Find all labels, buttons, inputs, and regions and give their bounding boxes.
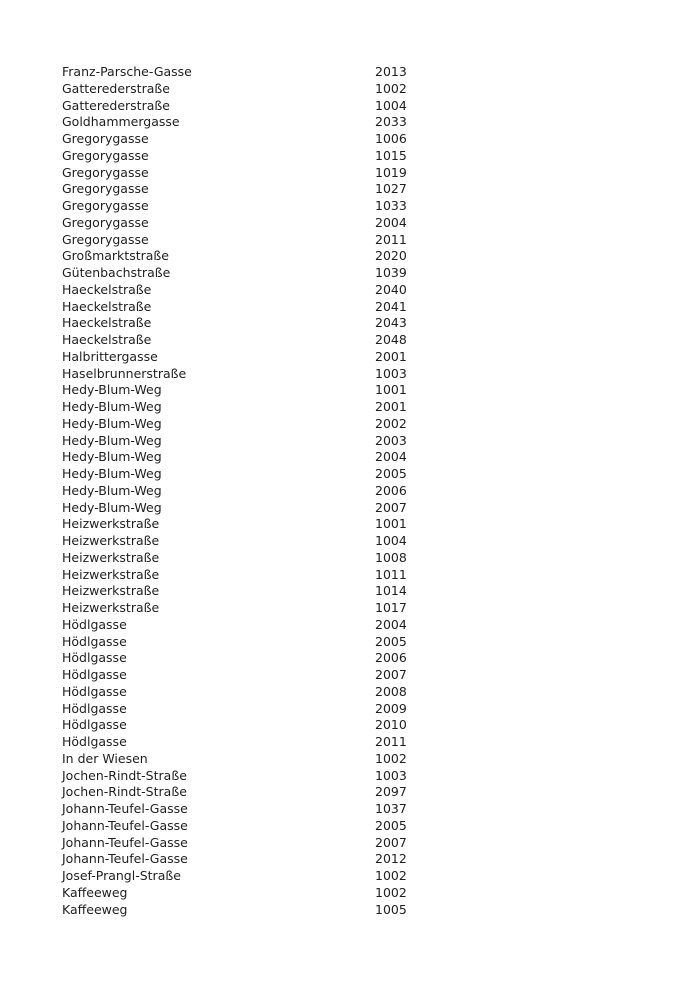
street-code-cell: 2009 bbox=[375, 700, 407, 716]
street-name-cell: Hedy-Blum-Weg bbox=[62, 449, 162, 465]
table-row bbox=[62, 634, 482, 651]
street-code-cell: 2011 bbox=[375, 734, 407, 749]
street-name-cell: Haeckelstraße bbox=[62, 298, 152, 314]
street-name-cell: Gregorygasse bbox=[62, 231, 149, 247]
street-code-cell: 1039 bbox=[375, 265, 407, 280]
street-name-cell: Johann-Teufel-Gasse bbox=[62, 801, 188, 816]
street-name-cell: Goldhammergasse bbox=[62, 114, 180, 130]
table-row bbox=[62, 131, 482, 148]
street-name-cell: Josef-Prangl-Straße bbox=[62, 868, 181, 883]
street-code-cell: 2004 bbox=[375, 214, 407, 230]
table-row bbox=[62, 332, 482, 349]
table-row bbox=[62, 366, 482, 383]
street-name-cell: Gregorygasse bbox=[62, 198, 149, 213]
street-code-cell: 1008 bbox=[375, 549, 407, 565]
street-code-cell: 2002 bbox=[375, 415, 407, 431]
street-name-cell: Hedy-Blum-Weg bbox=[62, 432, 162, 448]
street-name-cell: Hödlgasse bbox=[62, 650, 127, 666]
street-code-cell: 2006 bbox=[375, 650, 407, 666]
table-row bbox=[62, 835, 482, 852]
street-code-cell: 1002 bbox=[375, 868, 407, 883]
table-row bbox=[62, 784, 482, 801]
table-row bbox=[62, 801, 482, 818]
street-code-cell: 2005 bbox=[375, 817, 407, 833]
street-name-cell: Halbrittergasse bbox=[62, 348, 158, 364]
street-code-cell: 1003 bbox=[375, 767, 407, 783]
street-name-cell: Hedy-Blum-Weg bbox=[62, 415, 162, 431]
street-code-cell: 1002 bbox=[375, 750, 407, 766]
street-name-cell: Heizwerkstraße bbox=[62, 533, 160, 548]
table-row bbox=[62, 600, 482, 617]
street-code-cell: 2005 bbox=[375, 633, 407, 649]
street-code-cell: 1027 bbox=[375, 181, 407, 197]
street-code-cell: 1019 bbox=[375, 164, 407, 180]
table-row bbox=[62, 198, 482, 215]
street-code-cell: 2005 bbox=[375, 466, 407, 481]
street-code-cell: 1006 bbox=[375, 131, 407, 146]
street-name-cell: Kaffeeweg bbox=[62, 901, 128, 917]
street-name-cell: Hödlgasse bbox=[62, 734, 127, 749]
street-name-cell: Hedy-Blum-Weg bbox=[62, 382, 162, 398]
table-row bbox=[62, 768, 482, 785]
street-name-cell: Hödlgasse bbox=[62, 667, 127, 682]
street-code-cell: 1001 bbox=[375, 382, 407, 398]
table-row bbox=[62, 282, 482, 299]
street-code-cell: 2097 bbox=[375, 784, 407, 800]
street-code-cell: 1004 bbox=[375, 97, 407, 113]
table-row bbox=[62, 851, 482, 868]
table-row bbox=[62, 466, 482, 483]
table-row bbox=[62, 299, 482, 316]
street-name-cell: Heizwerkstraße bbox=[62, 516, 160, 532]
street-name-cell: Franz-Parsche-Gasse bbox=[62, 64, 192, 79]
table-row bbox=[62, 416, 482, 433]
street-code-cell: 2003 bbox=[375, 432, 407, 448]
street-name-cell: Haeckelstraße bbox=[62, 315, 152, 331]
street-name-cell: Hedy-Blum-Weg bbox=[62, 399, 162, 414]
street-code-cell: 1015 bbox=[375, 147, 407, 163]
table-row bbox=[62, 181, 482, 198]
table-row bbox=[62, 868, 482, 885]
street-code-cell: 2048 bbox=[375, 332, 407, 347]
street-list bbox=[62, 64, 482, 918]
street-code-cell: 1002 bbox=[375, 80, 407, 96]
street-code-cell: 1037 bbox=[375, 801, 407, 816]
table-row bbox=[62, 399, 482, 416]
table-row bbox=[62, 232, 482, 249]
table-row bbox=[62, 433, 482, 450]
street-name-cell: Hödlgasse bbox=[62, 616, 127, 632]
street-code-cell: 1001 bbox=[375, 516, 407, 532]
street-name-cell: Kaffeeweg bbox=[62, 884, 128, 900]
table-row bbox=[62, 349, 482, 366]
table-row bbox=[62, 751, 482, 768]
street-name-cell: Gatterederstraße bbox=[62, 97, 170, 113]
table-row bbox=[62, 98, 482, 115]
table-row bbox=[62, 684, 482, 701]
table-row bbox=[62, 567, 482, 584]
street-name-cell: Gregorygasse bbox=[62, 147, 149, 163]
street-name-cell: Johann-Teufel-Gasse bbox=[62, 834, 188, 850]
table-row bbox=[62, 583, 482, 600]
street-code-cell: 2006 bbox=[375, 482, 407, 498]
street-name-cell: Haeckelstraße bbox=[62, 332, 152, 347]
street-name-cell: Jochen-Rindt-Straße bbox=[62, 767, 187, 783]
street-name-cell: Heizwerkstraße bbox=[62, 600, 160, 615]
street-name-cell: Hödlgasse bbox=[62, 700, 127, 716]
street-name-cell: Gregorygasse bbox=[62, 131, 149, 146]
street-name-cell: Johann-Teufel-Gasse bbox=[62, 851, 188, 867]
street-code-cell: 2007 bbox=[375, 834, 407, 850]
table-row bbox=[62, 449, 482, 466]
street-name-cell: Hedy-Blum-Weg bbox=[62, 466, 162, 481]
street-name-cell: Gregorygasse bbox=[62, 164, 149, 180]
street-code-cell: 2012 bbox=[375, 851, 407, 867]
street-code-cell: 1017 bbox=[375, 600, 407, 615]
street-code-cell: 1004 bbox=[375, 533, 407, 548]
street-name-cell: Haeckelstraße bbox=[62, 281, 152, 297]
street-code-cell: 2011 bbox=[375, 231, 407, 247]
street-code-cell: 2007 bbox=[375, 499, 407, 515]
table-row bbox=[62, 667, 482, 684]
table-row bbox=[62, 315, 482, 332]
table-row bbox=[62, 550, 482, 567]
street-code-cell: 1003 bbox=[375, 365, 407, 381]
street-code-cell: 2004 bbox=[375, 449, 407, 465]
street-code-cell: 2010 bbox=[375, 717, 407, 733]
street-name-cell: Heizwerkstraße bbox=[62, 583, 160, 599]
table-row bbox=[62, 701, 482, 718]
street-name-cell: Heizwerkstraße bbox=[62, 549, 160, 565]
street-code-cell: 2001 bbox=[375, 399, 407, 414]
street-code-cell: 2013 bbox=[375, 64, 407, 79]
street-name-cell: Hödlgasse bbox=[62, 633, 127, 649]
street-code-cell: 2043 bbox=[375, 315, 407, 331]
table-row bbox=[62, 734, 482, 751]
table-row bbox=[62, 265, 482, 282]
table-row bbox=[62, 650, 482, 667]
street-name-cell: Heizwerkstraße bbox=[62, 566, 160, 582]
street-code-cell: 2033 bbox=[375, 114, 407, 130]
street-name-cell: Hödlgasse bbox=[62, 717, 127, 733]
table-row bbox=[62, 148, 482, 165]
table-row bbox=[62, 483, 482, 500]
street-code-cell: 2007 bbox=[375, 667, 407, 682]
table-row bbox=[62, 248, 482, 265]
street-code-cell: 2020 bbox=[375, 248, 407, 264]
street-name-cell: Gregorygasse bbox=[62, 181, 149, 197]
table-row bbox=[62, 81, 482, 98]
street-code-cell: 2040 bbox=[375, 281, 407, 297]
street-name-cell: Jochen-Rindt-Straße bbox=[62, 784, 187, 800]
table-row bbox=[62, 818, 482, 835]
table-row bbox=[62, 382, 482, 399]
table-row bbox=[62, 500, 482, 517]
street-name-cell: Hödlgasse bbox=[62, 683, 127, 699]
street-code-cell: 1033 bbox=[375, 198, 407, 213]
street-code-cell: 2001 bbox=[375, 348, 407, 364]
table-row bbox=[62, 617, 482, 634]
street-name-cell: Haselbrunnerstraße bbox=[62, 365, 187, 381]
street-code-cell: 1002 bbox=[375, 884, 407, 900]
table-row bbox=[62, 215, 482, 232]
street-name-cell: Gregorygasse bbox=[62, 214, 149, 230]
street-code-cell: 1014 bbox=[375, 583, 407, 599]
table-row bbox=[62, 533, 482, 550]
street-name-cell: Johann-Teufel-Gasse bbox=[62, 817, 188, 833]
table-row bbox=[62, 64, 482, 81]
street-name-cell: Großmarktstraße bbox=[62, 248, 169, 264]
street-code-cell: 1005 bbox=[375, 901, 407, 917]
street-name-cell: Gütenbachstraße bbox=[62, 265, 171, 280]
street-code-cell: 1011 bbox=[375, 566, 407, 582]
street-name-cell: Hedy-Blum-Weg bbox=[62, 499, 162, 515]
table-row bbox=[62, 165, 482, 182]
street-name-cell: In der Wiesen bbox=[62, 750, 148, 766]
street-code-cell: 2008 bbox=[375, 683, 407, 699]
table-row bbox=[62, 516, 482, 533]
street-code-cell: 2004 bbox=[375, 616, 407, 632]
street-name-cell: Hedy-Blum-Weg bbox=[62, 482, 162, 498]
street-name-cell: Gatterederstraße bbox=[62, 80, 170, 96]
table-row bbox=[62, 902, 482, 919]
table-row bbox=[62, 885, 482, 902]
street-code-cell: 2041 bbox=[375, 298, 407, 314]
table-row bbox=[62, 717, 482, 734]
table-row bbox=[62, 114, 482, 131]
